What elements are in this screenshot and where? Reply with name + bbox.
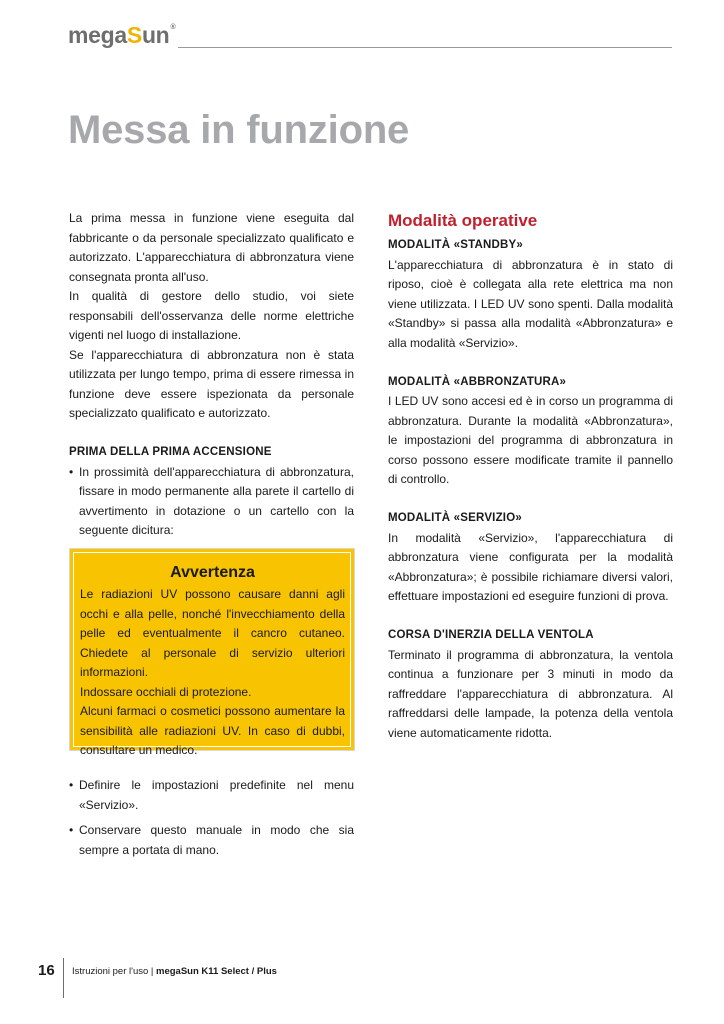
header-divider [178,47,672,48]
footer-doc-label: Istruzioni per l'uso | [72,966,157,977]
mode-text-ventola: Terminato il programma di abbronzatura, la ventola continua a funzionare per 3 minuti in modo da raffreddare l'apparecchiatura di abbronzatura. Al raffreddarsi delle lampade, la potenza della ventola viene automaticamente ridotta. [388,647,673,740]
prima-accensione-bullet: • In prossimità dell'apparecchiatura di abbronzatura, fissare in modo permanente alla parete il cartello di avvertimento in dotazione o un cartello con la seguente dicitura: [69,463,354,541]
mode-heading-ventola: CORSA D'INERZIA DELLA VENTOLA [388,629,594,641]
logo-registered-mark: ® [170,24,176,31]
intro-paragraph: Se l'apparecchiatura di abbronzatura non è stata utilizzata per lungo tempo, prima di essere rimessa in funzione deve essere ispezionata da personale specializzato qualificato e autorizzato. [69,347,354,420]
warning-line: Alcuni farmaci o cosmetici possono aumentare la sensibilità alle radiazioni UV. In caso di dubbi, consultare un medico. [80,704,345,757]
mode-heading-servizio: MODALITÀ «SERVIZIO» [388,512,522,524]
mode-text-abbronzatura: I LED UV sono accesi ed è in corso un programma di abbronzatura. Durante la modalità «Abbronzatura», le impostazioni del programma di abbronzatura in corso possono essere modificate tramite il pannello di controllo. [388,394,673,486]
logo-text-mega: mega [68,22,127,48]
prima-accensione-heading: PRIMA DELLA PRIMA ACCENSIONE [69,446,272,458]
list-item: • Conservare questo manuale in modo che sia sempre a portata di mano. [69,821,354,860]
brand-logo [68,22,175,49]
intro-paragraph: In qualità di gestore dello studio, voi siete responsabili dell'osservanza delle norme elettriche vigenti nel luogo di installazione. [69,289,354,342]
warning-title: Avvertenza [170,564,255,581]
page-title: Messa in funzione [68,108,410,152]
warning-inner [73,552,351,757]
warning-box [69,548,355,757]
left-column [69,209,354,541]
warning-line: Le radiazioni UV possono causare danni agli occhi e alla pelle, nonché l'invecchiamento della pelle ed eventualmente il cancro cutaneo. Chiedete al personale di servizio ulteriori informazioni. [80,587,345,679]
logo-text-s: S [126,22,142,48]
mode-heading-standby: MODALITÀ «STANDBY» [388,239,524,251]
mode-text-standby: L'apparecchiatura di abbronzatura è in stato di riposo, cioè è collegata alla rete elettrica ma non viene utilizzata. I LED UV sono spenti. Dalla modalità «Standby» si passa alla modalità «Abbronzatura» e alla modalità «Servizio». [388,257,673,350]
logo-text-un: un [141,22,170,48]
warning-line: Indossare occhiali di protezione. [80,684,252,699]
mode-text-servizio: In modalità «Servizio», l'apparecchiatura di abbronzatura viene configurata per la modalità «Abbronzatura»; è possibile richiamare diversi valori, effettuare impostazioni ed eseguire funzioni di prova. [388,530,673,603]
footer-divider [63,958,64,998]
intro-paragraph: La prima messa in funzione viene eseguita dal fabbricante o da personale specializzato qualificato e autorizzato. L'apparecchiatura di abbronzatura viene consegnata pronta all'uso. [69,211,354,284]
footer-label [72,966,277,977]
right-column [388,209,673,743]
footer-product-name: megaSun K11 Select / Plus [156,966,277,977]
mode-heading-abbronzatura: MODALITÀ «ABBRONZATURA» [388,375,567,388]
bottom-bullet-list [69,776,354,860]
list-item: • Definire le impostazioni predefinite nel menu «Servizio». [69,776,354,815]
page-number: 16 [38,962,55,979]
section-title-modalita: Modalità operative [388,211,538,230]
